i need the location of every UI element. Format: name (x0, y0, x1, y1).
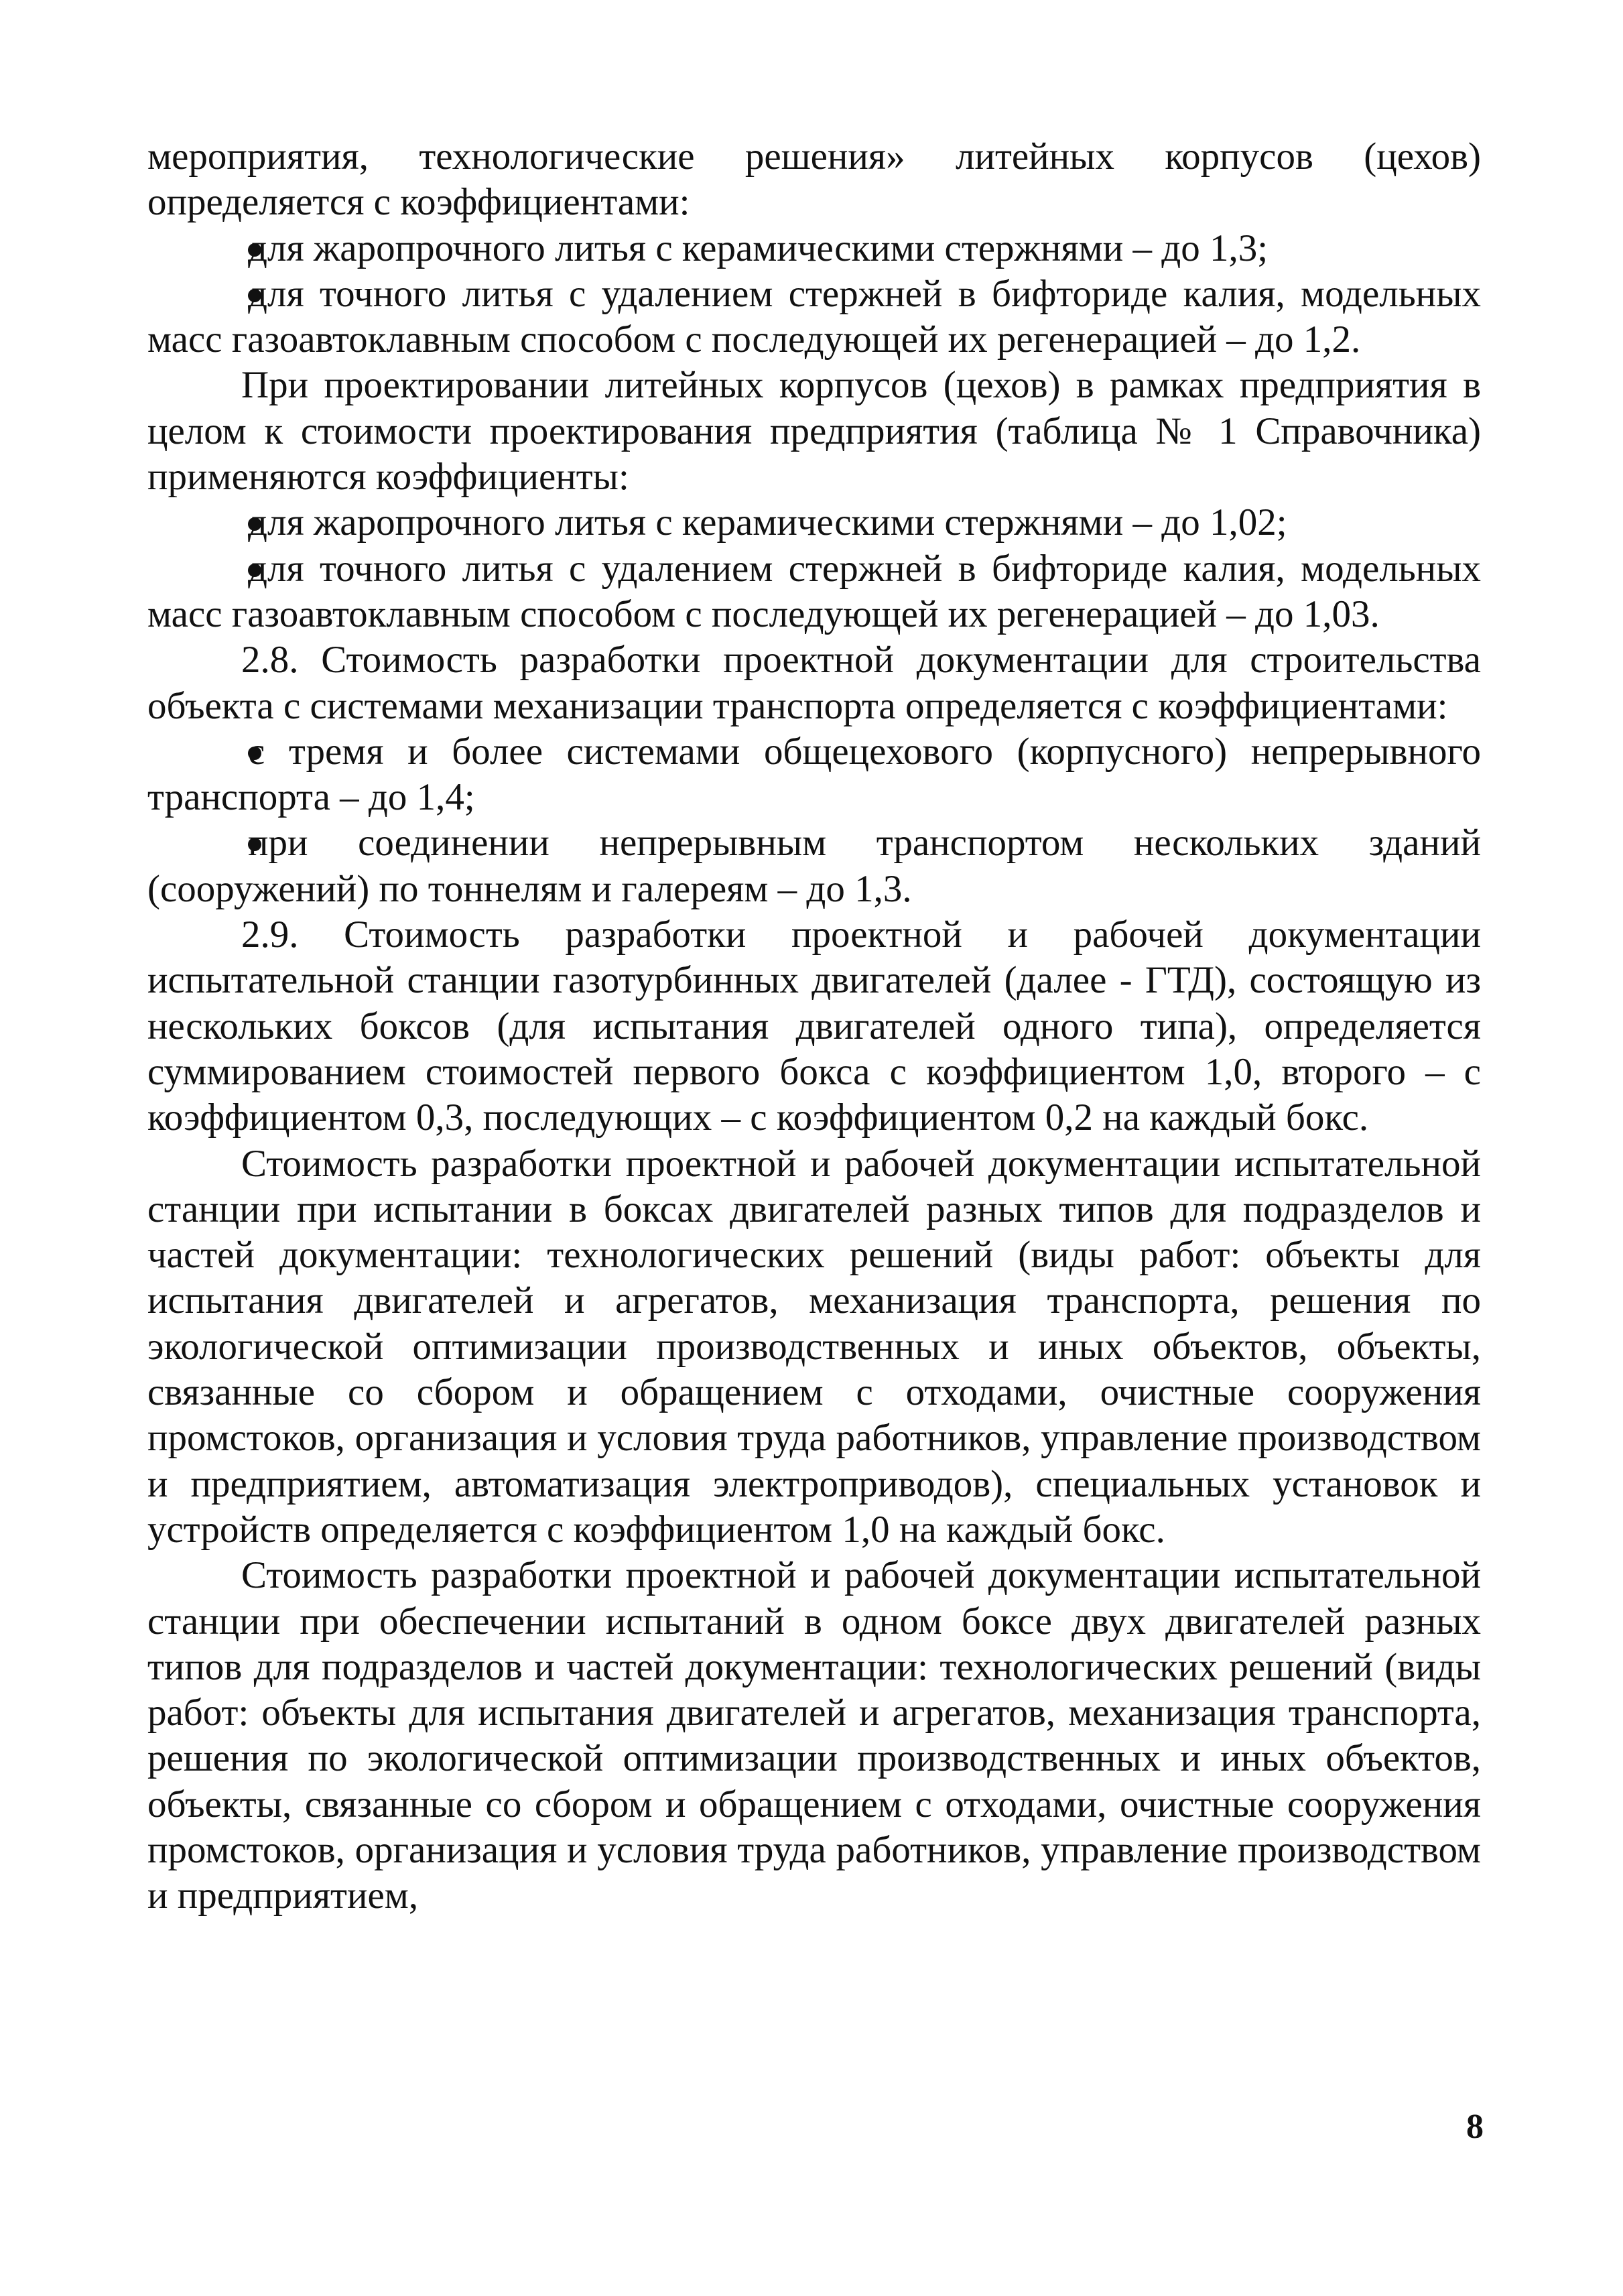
paragraph: 2.9. Стоимость разработки проектной и рабочей документации испытательной станции газотурбинных двигателей (далее - ГТД), состоящую из нескольких боксов (для испытания двигателей одного типа), определяется суммированием стоимостей первого бокса с коэффициентом 1,0, второго – с коэффициентом 0,3, последующих – с коэффициентом 0,2 на каждый бокс. (147, 913, 1481, 1139)
document-body (147, 134, 1481, 1919)
page-number: 8 (1466, 2108, 1484, 2146)
bullet-item (147, 500, 1481, 546)
bullet-item (147, 226, 1481, 271)
bullet-text: для точного литья с удалением стержней в бифториде калия, модельных масс газоавтоклавным способом с последующей их регенерацией – до 1,03. (147, 547, 1481, 635)
paragraph: мероприятия, технологические решения» литейных корпусов (цехов) определяется с коэффициентами: (147, 135, 1481, 224)
bullet-item (147, 546, 1481, 638)
bullet-text: при соединении непрерывным транспортом нескольких зданий (сооружений) по тоннелям и галереям – до 1,3. (147, 822, 1481, 910)
bullet-text: для жаропрочного литья с керамическими стержнями – до 1,3; (248, 227, 1269, 269)
bullet-item (147, 271, 1481, 363)
bullet-text: с тремя и более системами общецехового (корпусного) непрерывного транспорта – до 1,4; (147, 730, 1481, 819)
paragraph: Стоимость разработки проектной и рабочей документации испытательной станции при испытании в боксах двигателей разных типов для подразделов и частей документации: технологических решений (виды работ: объекты для испытания двигателей и агрегатов, механизация транспорта, решения по экологической оптимизации производственных и иных объектов, объекты, связанные со сбором и обращением с отходами, очистные сооружения промстоков, организация и условия труда работников, управление производством и предприятием, автоматизация электроприводов), специальных установок и устройств определяется с коэффициентом 1,0 на каждый бокс. (147, 1142, 1481, 1551)
paragraph: Стоимость разработки проектной и рабочей документации испытательной станции при обеспечении испытаний в одном боксе двух двигателей разных типов для подразделов и частей документации: технологических решений (виды работ: объекты для испытания двигателей и агрегатов, механизация транспорта, решения по экологической оптимизации производственных и иных объектов, объекты, связанные со сбором и обращением с отходами, очистные сооружения промстоков, организация и условия труда работников, управление производством и предприятием, (147, 1554, 1481, 1917)
paragraph: При проектировании литейных корпусов (цехов) в рамках предприятия в целом к стоимости проектирования предприятия (таблица № 1 Справочника) применяются коэффициенты: (147, 364, 1481, 499)
bullet-item (147, 820, 1481, 912)
paragraph: 2.8. Стоимость разработки проектной документации для строительства объекта с системами механизации транспорта определяется с коэффициентами: (147, 639, 1481, 727)
bullet-text: для точного литья с удалением стержней в бифториде калия, модельных масс газоавтоклавным способом с последующей их регенерацией – до 1,2. (147, 272, 1481, 361)
bullet-item (147, 729, 1481, 821)
bullet-text: для жаропрочного литья с керамическими стержнями – до 1,02; (248, 501, 1287, 544)
